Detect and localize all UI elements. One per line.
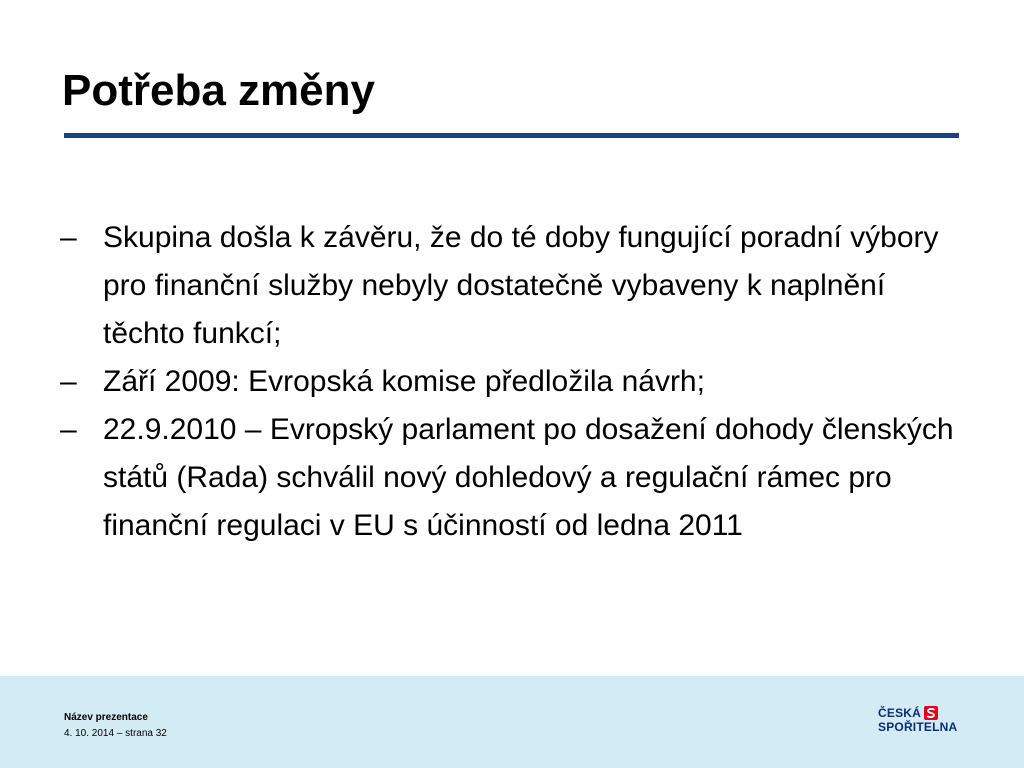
bullet-item — [60, 358, 960, 406]
logo-s-mark-icon — [924, 706, 938, 720]
bullet-text: Září 2009: Evropská komise předložila návrh; — [103, 365, 705, 398]
logo-line-1: ČESKÁ — [878, 706, 922, 720]
title-underline — [64, 133, 959, 138]
bullet-item — [60, 406, 960, 550]
bullet-marker: – — [60, 365, 77, 398]
presentation-name: Název prezentace — [64, 712, 148, 723]
logo-line-2: SPOŘITELNA — [878, 720, 958, 734]
date-and-page: 4. 10. 2014 – strana 32 — [64, 728, 167, 739]
slide-footer — [0, 676, 1024, 768]
bullet-list — [60, 214, 960, 550]
bullet-marker: – — [60, 413, 77, 446]
bullet-text: 22.9.2010 – Evropský parlament po dosažení dohody členských států (Rada) schválil nový dohledový a regulační rámec pro finanční regulaci v EU s účinností od ledna 2011 — [103, 413, 954, 542]
slide-title: Potřeba změny — [62, 66, 375, 115]
ceska-sporitelna-logo — [878, 706, 957, 734]
bullet-marker: – — [60, 221, 77, 254]
footer-info — [64, 710, 167, 742]
bullet-text: Skupina došla k závěru, že do té doby fungující poradní výbory pro finanční služby nebyly dostatečně vybaveny k naplnění těchto funkcí; — [103, 221, 939, 350]
bullet-item — [60, 214, 960, 358]
